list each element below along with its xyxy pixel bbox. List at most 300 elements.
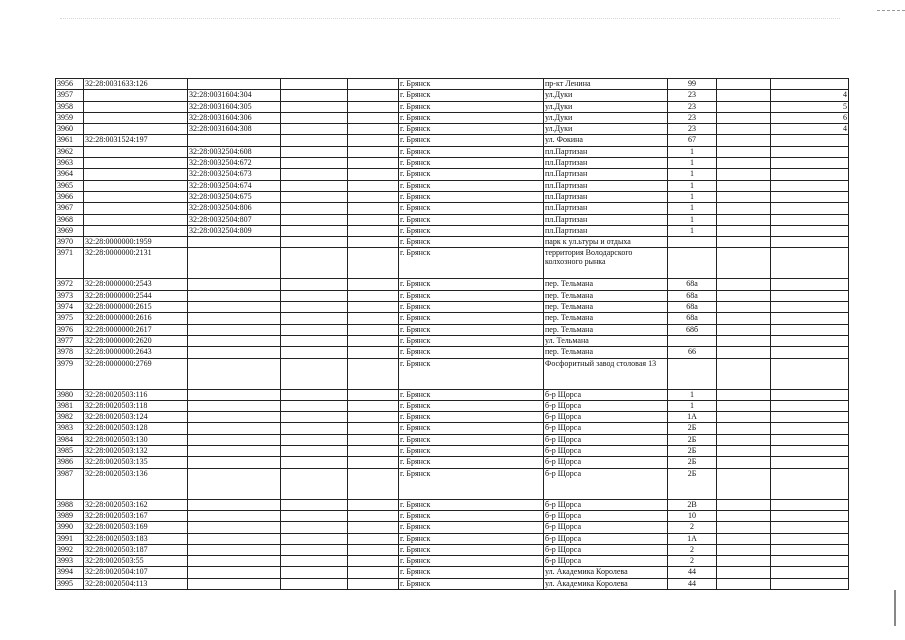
cell-street: б-р Щорса — [544, 423, 668, 434]
cell-empty — [348, 400, 399, 411]
cell-empty — [717, 191, 771, 202]
cell-row-number: 3968 — [56, 214, 84, 225]
cell-empty — [348, 203, 399, 214]
cell-sub-cadastral-number — [188, 446, 281, 457]
cell-empty — [717, 578, 771, 589]
cell-house-number: 44 — [668, 578, 717, 589]
table-row — [56, 400, 849, 411]
cell-empty — [348, 522, 399, 533]
cell-cadastral-number: 32:28:0020503:55 — [84, 556, 188, 567]
cell-empty — [717, 358, 771, 389]
cell-empty — [348, 347, 399, 358]
table-row — [56, 522, 849, 533]
cell-row-number: 3961 — [56, 135, 84, 146]
cell-empty — [348, 423, 399, 434]
cell-room-number — [771, 79, 849, 90]
cell-house-number: 23 — [668, 90, 717, 101]
cell-street: б-р Щорса — [544, 499, 668, 510]
cell-city: г. Брянск — [399, 290, 544, 301]
cell-empty — [281, 457, 348, 468]
cell-empty — [281, 90, 348, 101]
cell-street: б-р Щорса — [544, 434, 668, 445]
table-row — [56, 101, 849, 112]
cell-row-number: 3974 — [56, 302, 84, 313]
cell-empty — [281, 135, 348, 146]
cell-sub-cadastral-number — [188, 335, 281, 346]
cell-street: пл.Партизан — [544, 225, 668, 236]
cell-house-number: 2Б — [668, 468, 717, 499]
cell-street: б-р Щорса — [544, 412, 668, 423]
cell-empty — [281, 180, 348, 191]
cell-city: г. Брянск — [399, 302, 544, 313]
cell-sub-cadastral-number — [188, 237, 281, 248]
cell-empty — [348, 499, 399, 510]
cell-empty — [717, 510, 771, 521]
cell-empty — [281, 400, 348, 411]
table-row — [56, 434, 849, 445]
cell-room-number — [771, 556, 849, 567]
cell-empty — [717, 412, 771, 423]
cell-empty — [281, 578, 348, 589]
table-row — [56, 158, 849, 169]
cell-sub-cadastral-number — [188, 544, 281, 555]
cell-house-number: 44 — [668, 567, 717, 578]
cell-street: пл.Партизан — [544, 203, 668, 214]
cell-empty — [281, 324, 348, 335]
cell-empty — [348, 302, 399, 313]
cell-city: г. Брянск — [399, 225, 544, 236]
cell-city: г. Брянск — [399, 400, 544, 411]
cell-empty — [348, 191, 399, 202]
cell-house-number: 2Б — [668, 446, 717, 457]
cell-row-number: 3971 — [56, 248, 84, 279]
cell-sub-cadastral-number: 32:28:0031604:305 — [188, 101, 281, 112]
cell-sub-cadastral-number — [188, 510, 281, 521]
cell-empty — [281, 146, 348, 157]
cell-city: г. Брянск — [399, 180, 544, 191]
cell-street: б-р Щорса — [544, 533, 668, 544]
cell-sub-cadastral-number — [188, 434, 281, 445]
cell-sub-cadastral-number: 32:28:0032504:807 — [188, 214, 281, 225]
cell-empty — [348, 180, 399, 191]
cell-empty — [348, 567, 399, 578]
cell-street: пл.Партизан — [544, 214, 668, 225]
cell-cadastral-number: 32:28:0000000:1959 — [84, 237, 188, 248]
cell-room-number — [771, 510, 849, 521]
table-row — [56, 169, 849, 180]
table-row — [56, 225, 849, 236]
table-row — [56, 510, 849, 521]
cell-empty — [348, 214, 399, 225]
cell-street: б-р Щорса — [544, 522, 668, 533]
cell-empty — [348, 158, 399, 169]
cell-room-number — [771, 412, 849, 423]
cell-empty — [281, 124, 348, 135]
cell-sub-cadastral-number — [188, 567, 281, 578]
cell-empty — [717, 457, 771, 468]
cell-sub-cadastral-number — [188, 423, 281, 434]
cell-street: б-р Щорса — [544, 556, 668, 567]
cell-room-number — [771, 347, 849, 358]
cell-empty — [281, 248, 348, 279]
cell-cadastral-number: 32:28:0000000:2769 — [84, 358, 188, 389]
cell-row-number: 3989 — [56, 510, 84, 521]
cell-street: б-р Щорса — [544, 446, 668, 457]
cell-room-number: 6 — [771, 112, 849, 123]
cell-row-number: 3984 — [56, 434, 84, 445]
cell-cadastral-number — [84, 169, 188, 180]
cell-cadastral-number: 32:28:0020503:187 — [84, 544, 188, 555]
cell-cadastral-number — [84, 112, 188, 123]
cell-row-number: 3979 — [56, 358, 84, 389]
cell-house-number: 23 — [668, 112, 717, 123]
cell-city: г. Брянск — [399, 389, 544, 400]
cell-empty — [348, 225, 399, 236]
cell-row-number: 3958 — [56, 101, 84, 112]
cell-empty — [281, 101, 348, 112]
cell-house-number: 1 — [668, 191, 717, 202]
cell-cadastral-number: 32:28:0020503:167 — [84, 510, 188, 521]
cell-house-number: 68а — [668, 302, 717, 313]
cell-row-number: 3973 — [56, 290, 84, 301]
cell-cadastral-number: 32:28:0020503:135 — [84, 457, 188, 468]
cell-empty — [717, 446, 771, 457]
cell-empty — [717, 146, 771, 157]
cell-city: г. Брянск — [399, 412, 544, 423]
cell-street: пер. Тельмана — [544, 347, 668, 358]
cell-room-number — [771, 434, 849, 445]
cell-sub-cadastral-number: 32:28:0031604:304 — [188, 90, 281, 101]
cell-room-number — [771, 335, 849, 346]
cell-empty — [717, 434, 771, 445]
cell-empty — [348, 412, 399, 423]
cell-room-number — [771, 158, 849, 169]
cell-empty — [281, 544, 348, 555]
cell-empty — [717, 237, 771, 248]
cell-house-number: 68а — [668, 290, 717, 301]
cell-city: г. Брянск — [399, 347, 544, 358]
cell-sub-cadastral-number — [188, 533, 281, 544]
cell-row-number: 3967 — [56, 203, 84, 214]
cell-empty — [281, 446, 348, 457]
cell-cadastral-number — [84, 146, 188, 157]
cell-empty — [281, 313, 348, 324]
cell-sub-cadastral-number: 32:28:0032504:809 — [188, 225, 281, 236]
cell-sub-cadastral-number: 32:28:0032504:672 — [188, 158, 281, 169]
cell-cadastral-number: 32:28:0020503:116 — [84, 389, 188, 400]
cell-cadastral-number: 32:28:0020504:113 — [84, 578, 188, 589]
cell-empty — [717, 468, 771, 499]
cell-room-number — [771, 578, 849, 589]
property-register-table — [55, 78, 849, 590]
cell-room-number — [771, 358, 849, 389]
cell-row-number: 3985 — [56, 446, 84, 457]
cell-street: б-р Щорса — [544, 389, 668, 400]
cell-city: г. Брянск — [399, 578, 544, 589]
cell-row-number: 3964 — [56, 169, 84, 180]
table-row — [56, 279, 849, 290]
cell-cadastral-number: 32:28:0020503:132 — [84, 446, 188, 457]
cell-empty — [717, 135, 771, 146]
cell-empty — [717, 203, 771, 214]
cell-sub-cadastral-number — [188, 279, 281, 290]
cell-row-number: 3957 — [56, 90, 84, 101]
cell-street: б-р Щорса — [544, 468, 668, 499]
cell-empty — [348, 544, 399, 555]
cell-street: пер. Тельмана — [544, 279, 668, 290]
cell-empty — [281, 412, 348, 423]
table-row — [56, 389, 849, 400]
cell-empty — [281, 499, 348, 510]
cell-empty — [348, 248, 399, 279]
cell-row-number: 3983 — [56, 423, 84, 434]
cell-empty — [717, 79, 771, 90]
cell-room-number — [771, 290, 849, 301]
cell-sub-cadastral-number: 32:28:0032504:608 — [188, 146, 281, 157]
table-row — [56, 457, 849, 468]
cell-empty — [717, 544, 771, 555]
cell-street: пл.Партизан — [544, 158, 668, 169]
cell-house-number: 1 — [668, 400, 717, 411]
cell-empty — [348, 279, 399, 290]
cell-empty — [717, 101, 771, 112]
cell-row-number: 3987 — [56, 468, 84, 499]
cell-street: пер. Тельмана — [544, 324, 668, 335]
cell-empty — [717, 248, 771, 279]
cell-sub-cadastral-number — [188, 347, 281, 358]
cell-row-number: 3990 — [56, 522, 84, 533]
cell-room-number — [771, 237, 849, 248]
cell-street: ул.Дуки — [544, 112, 668, 123]
cell-city: г. Брянск — [399, 446, 544, 457]
cell-empty — [281, 423, 348, 434]
cell-sub-cadastral-number — [188, 313, 281, 324]
cell-city: г. Брянск — [399, 135, 544, 146]
cell-city: г. Брянск — [399, 335, 544, 346]
cell-row-number: 3993 — [56, 556, 84, 567]
cell-house-number: 67 — [668, 135, 717, 146]
cell-sub-cadastral-number — [188, 389, 281, 400]
cell-cadastral-number: 32:28:0000000:2544 — [84, 290, 188, 301]
cell-sub-cadastral-number — [188, 499, 281, 510]
scan-artifact — [60, 18, 840, 20]
cell-house-number: 1 — [668, 214, 717, 225]
cell-cadastral-number — [84, 180, 188, 191]
cell-city: г. Брянск — [399, 158, 544, 169]
cell-empty — [281, 510, 348, 521]
cell-street: б-р Щорса — [544, 510, 668, 521]
cell-empty — [281, 347, 348, 358]
cell-city: г. Брянск — [399, 567, 544, 578]
cell-city: г. Брянск — [399, 499, 544, 510]
cell-sub-cadastral-number — [188, 79, 281, 90]
cell-city: г. Брянск — [399, 79, 544, 90]
cell-house-number: 1 — [668, 146, 717, 157]
cell-empty — [717, 533, 771, 544]
cell-cadastral-number: 32:28:0000000:2643 — [84, 347, 188, 358]
table-row — [56, 191, 849, 202]
cell-room-number — [771, 169, 849, 180]
scan-artifact — [894, 590, 896, 626]
cell-cadastral-number — [84, 90, 188, 101]
cell-cadastral-number: 32:28:0000000:2616 — [84, 313, 188, 324]
cell-empty — [348, 324, 399, 335]
cell-sub-cadastral-number — [188, 522, 281, 533]
table-row — [56, 180, 849, 191]
cell-empty — [717, 400, 771, 411]
table-row — [56, 302, 849, 313]
cell-room-number — [771, 203, 849, 214]
cell-empty — [717, 225, 771, 236]
cell-empty — [348, 135, 399, 146]
cell-cadastral-number — [84, 203, 188, 214]
table-row — [56, 347, 849, 358]
cell-empty — [281, 358, 348, 389]
cell-house-number — [668, 358, 717, 389]
cell-street: пл.Партизан — [544, 146, 668, 157]
table-row — [56, 146, 849, 157]
cell-room-number — [771, 446, 849, 457]
cell-sub-cadastral-number — [188, 468, 281, 499]
cell-city: г. Брянск — [399, 112, 544, 123]
cell-empty — [348, 79, 399, 90]
cell-empty — [717, 567, 771, 578]
cell-empty — [717, 214, 771, 225]
cell-empty — [281, 79, 348, 90]
cell-house-number: 1 — [668, 158, 717, 169]
cell-empty — [717, 313, 771, 324]
cell-row-number: 3960 — [56, 124, 84, 135]
cell-house-number: 2 — [668, 522, 717, 533]
cell-city: г. Брянск — [399, 533, 544, 544]
cell-empty — [348, 446, 399, 457]
cell-house-number — [668, 237, 717, 248]
cell-house-number: 2 — [668, 556, 717, 567]
cell-house-number: 23 — [668, 124, 717, 135]
cell-cadastral-number: 32:28:0020503:136 — [84, 468, 188, 499]
cell-empty — [348, 112, 399, 123]
table-row — [56, 112, 849, 123]
table-row — [56, 135, 849, 146]
cell-house-number: 2Б — [668, 434, 717, 445]
cell-empty — [348, 468, 399, 499]
cell-street: пл.Партизан — [544, 169, 668, 180]
cell-cadastral-number — [84, 124, 188, 135]
cell-empty — [717, 423, 771, 434]
cell-empty — [717, 556, 771, 567]
cell-house-number: 68б — [668, 324, 717, 335]
cell-empty — [717, 335, 771, 346]
cell-room-number — [771, 135, 849, 146]
scan-artifact — [877, 10, 905, 17]
cell-sub-cadastral-number — [188, 135, 281, 146]
cell-empty — [281, 112, 348, 123]
cell-house-number: 1 — [668, 225, 717, 236]
table-row — [56, 79, 849, 90]
cell-room-number — [771, 544, 849, 555]
cell-row-number: 3994 — [56, 567, 84, 578]
cell-street: ул. Академика Королева — [544, 567, 668, 578]
cell-cadastral-number: 32:28:0000000:2543 — [84, 279, 188, 290]
cell-row-number: 3966 — [56, 191, 84, 202]
cell-house-number: 1 — [668, 169, 717, 180]
cell-city: г. Брянск — [399, 248, 544, 279]
table-row — [56, 324, 849, 335]
cell-house-number: 2В — [668, 499, 717, 510]
cell-row-number: 3972 — [56, 279, 84, 290]
cell-room-number — [771, 423, 849, 434]
cell-room-number — [771, 324, 849, 335]
cell-row-number: 3978 — [56, 347, 84, 358]
table-row — [56, 203, 849, 214]
cell-street: б-р Щорса — [544, 400, 668, 411]
cell-cadastral-number — [84, 101, 188, 112]
cell-room-number — [771, 522, 849, 533]
table-row — [56, 468, 849, 499]
cell-house-number: 1 — [668, 389, 717, 400]
cell-row-number: 3977 — [56, 335, 84, 346]
table-row — [56, 90, 849, 101]
cell-row-number: 3965 — [56, 180, 84, 191]
cell-house-number: 2Б — [668, 423, 717, 434]
cell-room-number — [771, 499, 849, 510]
cell-sub-cadastral-number — [188, 302, 281, 313]
cell-house-number: 99 — [668, 79, 717, 90]
cell-house-number: 2Б — [668, 457, 717, 468]
cell-cadastral-number: 32:28:0020503:118 — [84, 400, 188, 411]
cell-street: пл.Партизан — [544, 191, 668, 202]
cell-empty — [281, 203, 348, 214]
table-row — [56, 214, 849, 225]
cell-city: г. Брянск — [399, 169, 544, 180]
cell-cadastral-number: 32:28:0020503:128 — [84, 423, 188, 434]
cell-street: парк к ул.ьтуры и отдыха — [544, 237, 668, 248]
cell-empty — [281, 567, 348, 578]
cell-cadastral-number — [84, 191, 188, 202]
cell-city: г. Брянск — [399, 214, 544, 225]
table-row — [56, 358, 849, 389]
cell-cadastral-number: 32:28:0000000:2617 — [84, 324, 188, 335]
cell-empty — [281, 468, 348, 499]
cell-street: ул.Дуки — [544, 101, 668, 112]
cell-empty — [717, 180, 771, 191]
cell-empty — [717, 112, 771, 123]
cell-room-number — [771, 400, 849, 411]
cell-row-number: 3992 — [56, 544, 84, 555]
cell-cadastral-number: 32:28:0000000:2615 — [84, 302, 188, 313]
table-row — [56, 335, 849, 346]
table-row — [56, 544, 849, 555]
cell-city: г. Брянск — [399, 468, 544, 499]
cell-street: ул.Дуки — [544, 90, 668, 101]
cell-cadastral-number: 32:28:0031524:197 — [84, 135, 188, 146]
cell-city: г. Брянск — [399, 434, 544, 445]
cell-empty — [348, 124, 399, 135]
table-row — [56, 499, 849, 510]
cell-empty — [717, 302, 771, 313]
cell-empty — [717, 389, 771, 400]
cell-room-number — [771, 225, 849, 236]
cell-empty — [348, 578, 399, 589]
cell-city: г. Брянск — [399, 146, 544, 157]
cell-sub-cadastral-number — [188, 248, 281, 279]
cell-city: г. Брянск — [399, 237, 544, 248]
cell-sub-cadastral-number — [188, 358, 281, 389]
cell-empty — [717, 90, 771, 101]
cell-sub-cadastral-number — [188, 578, 281, 589]
cell-room-number — [771, 302, 849, 313]
cell-row-number: 3956 — [56, 79, 84, 90]
